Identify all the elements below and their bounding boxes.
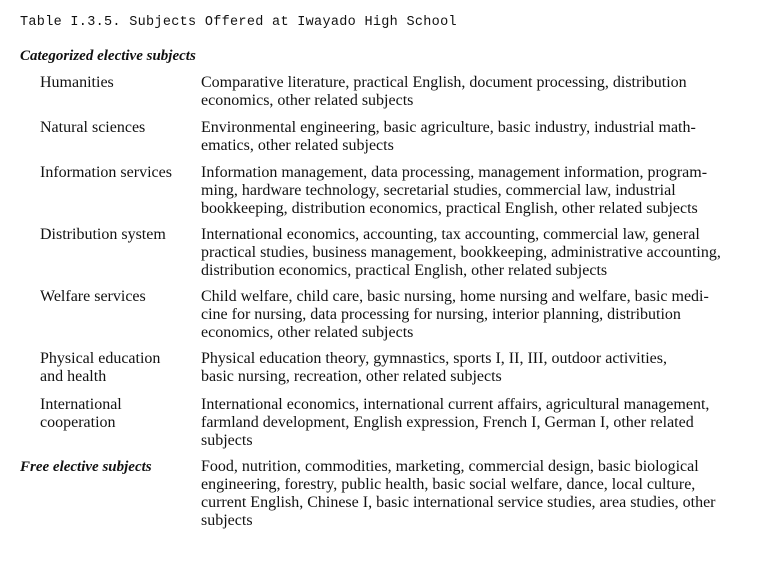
row-subjects-welfare-services xyxy=(201,288,761,342)
row-subjects-free-elective xyxy=(201,458,761,530)
row-subjects-international-cooperation xyxy=(201,396,761,450)
row-subjects-information-services xyxy=(201,164,761,218)
subjects-line: engineering, forestry, public health, basic social welfare, dance, local culture, xyxy=(201,476,696,493)
subjects-line: Comparative literature, practical English, document processing, distribution xyxy=(201,74,687,91)
row-label-physical-education xyxy=(40,350,190,386)
subjects-line: Physical education theory, gymnastics, sports I, II, III, outdoor activities, xyxy=(201,350,667,367)
subjects-line: cine for nursing, data processing for nursing, interior planning, distribution xyxy=(201,306,681,323)
row-subjects-distribution-system xyxy=(201,226,761,280)
subjects-line: bookkeeping, distribution economics, practical English, other related subjects xyxy=(201,200,698,217)
subjects-line: distribution economics, practical English, other related subjects xyxy=(201,262,608,279)
row-label-humanities xyxy=(40,74,190,92)
subjects-line: current English, Chinese I, basic international service studies, area studies, other xyxy=(201,494,716,511)
row-label-line: and health xyxy=(40,368,107,385)
subjects-line: economics, other related subjects xyxy=(201,324,414,341)
row-label-line: Physical education xyxy=(40,350,161,367)
subjects-line: ming, hardware technology, secretarial studies, commercial law, industrial xyxy=(201,182,676,199)
row-subjects-physical-education xyxy=(201,350,761,386)
subjects-line: Child welfare, child care, basic nursing, home nursing and welfare, basic medi- xyxy=(201,288,709,305)
subjects-line: practical studies, business management, bookkeeping, administrative accounting, xyxy=(201,244,721,261)
subjects-line: Food, nutrition, commodities, marketing, commercial design, basic biological xyxy=(201,458,699,475)
row-label-natural-sciences xyxy=(40,119,190,137)
row-label-line: Humanities xyxy=(40,74,114,91)
row-label-international-cooperation xyxy=(40,396,190,432)
subjects-line: ematics, other related subjects xyxy=(201,137,394,154)
subjects-line: farmland development, English expression, French I, German I, other related xyxy=(201,414,694,431)
row-label-line: Welfare services xyxy=(40,288,146,305)
subjects-line: subjects xyxy=(201,512,253,529)
subjects-line: Environmental engineering, basic agriculture, basic industry, industrial math- xyxy=(201,119,696,136)
subjects-line: International economics, international current affairs, agricultural management, xyxy=(201,396,710,413)
subjects-line: basic nursing, recreation, other related subjects xyxy=(201,368,502,385)
row-label-welfare-services xyxy=(40,288,190,306)
row-label-line: Information services xyxy=(40,164,172,181)
row-label-line: Natural sciences xyxy=(40,119,146,136)
section-heading-free: Free elective subjects xyxy=(20,459,152,475)
row-label-line: International xyxy=(40,396,122,413)
row-subjects-humanities xyxy=(201,74,761,110)
subjects-line: economics, other related subjects xyxy=(201,92,414,109)
row-label-information-services xyxy=(40,164,190,182)
row-label-line: Distribution system xyxy=(40,226,166,243)
section-heading-categorized: Categorized elective subjects xyxy=(20,48,196,64)
subjects-line: International economics, accounting, tax accounting, commercial law, general xyxy=(201,226,700,243)
row-subjects-natural-sciences xyxy=(201,119,761,155)
row-label-line: cooperation xyxy=(40,414,116,431)
row-label-distribution-system xyxy=(40,226,190,244)
table-caption: Table I.3.5. Subjects Offered at Iwayado High School xyxy=(20,15,457,30)
subjects-line: subjects xyxy=(201,432,253,449)
subjects-line: Information management, data processing, management information, program- xyxy=(201,164,708,181)
